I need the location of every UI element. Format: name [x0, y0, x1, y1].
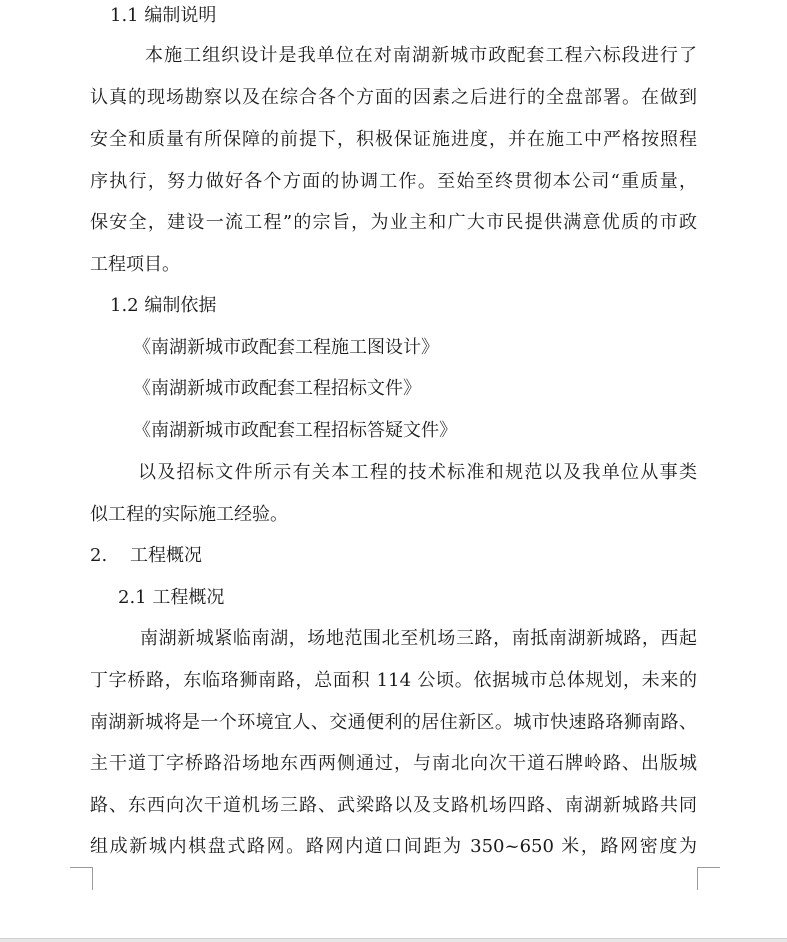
page-bottom-edge — [0, 938, 787, 942]
paragraph-line: 路、东西向次干道机场三路、武梁路以及支路机场四路、南湖新城路共同 — [90, 795, 697, 816]
paragraph-line: 认真的现场勘察以及在综合各个方面的因素之后进行的全盘部署。在做到 — [90, 87, 697, 108]
page-margin-corner-mark — [70, 867, 93, 890]
reference-item: 《南湖新城市政配套工程招标答疑文件》 — [133, 420, 457, 441]
paragraph-line: 工程项目。 — [90, 254, 180, 275]
section-heading-2-1: 2.1 工程概况 — [118, 587, 225, 608]
paragraph-line: 序执行，努力做好各个方面的协调工作。至始至终贯彻本公司“重质量， — [90, 171, 697, 192]
paragraph-line: 似工程的实际施工经验。 — [90, 504, 288, 525]
paragraph-line: 主干道丁字桥路沿场地东西两侧通过，与南北向次干道石牌岭路、出版城 — [90, 753, 697, 774]
reference-item: 《南湖新城市政配套工程施工图设计》 — [133, 337, 439, 358]
section-heading-1-1: 1.1 编制说明 — [110, 5, 217, 26]
chapter-heading-2: 2. 工程概况 — [90, 545, 203, 566]
reference-item: 《南湖新城市政配套工程招标文件》 — [133, 378, 421, 399]
paragraph-line: 丁字桥路，东临珞狮南路，总面积 114 公顷。依据城市总体规划，未来的 — [90, 670, 697, 691]
paragraph-line: 南湖新城将是一个环境宜人、交通便利的居住新区。城市快速路珞狮南路、 — [90, 712, 697, 733]
paragraph-line: 安全和质量有所保障的前提下，积极保证施进度，并在施工中严格按照程 — [90, 129, 697, 150]
paragraph-line: 组成新城内棋盘式路网。路网内道口间距为 350~650 米，路网密度为 — [90, 836, 697, 857]
paragraph-line: 南湖新城紧临南湖，场地范围北至机场三路，南抵南湖新城路，西起 — [140, 628, 697, 649]
page-margin-corner-mark — [697, 867, 720, 890]
paragraph-line: 本施工组织设计是我单位在对南湖新城市政配套工程六标段进行了 — [145, 45, 697, 66]
paragraph-line: 保安全，建设一流工程”的宗旨，为业主和广大市民提供满意优质的市政 — [90, 212, 697, 233]
paragraph-line: 以及招标文件所示有关本工程的技术标准和规范以及我单位从事类 — [138, 462, 697, 483]
section-heading-1-2: 1.2 编制依据 — [110, 295, 217, 316]
